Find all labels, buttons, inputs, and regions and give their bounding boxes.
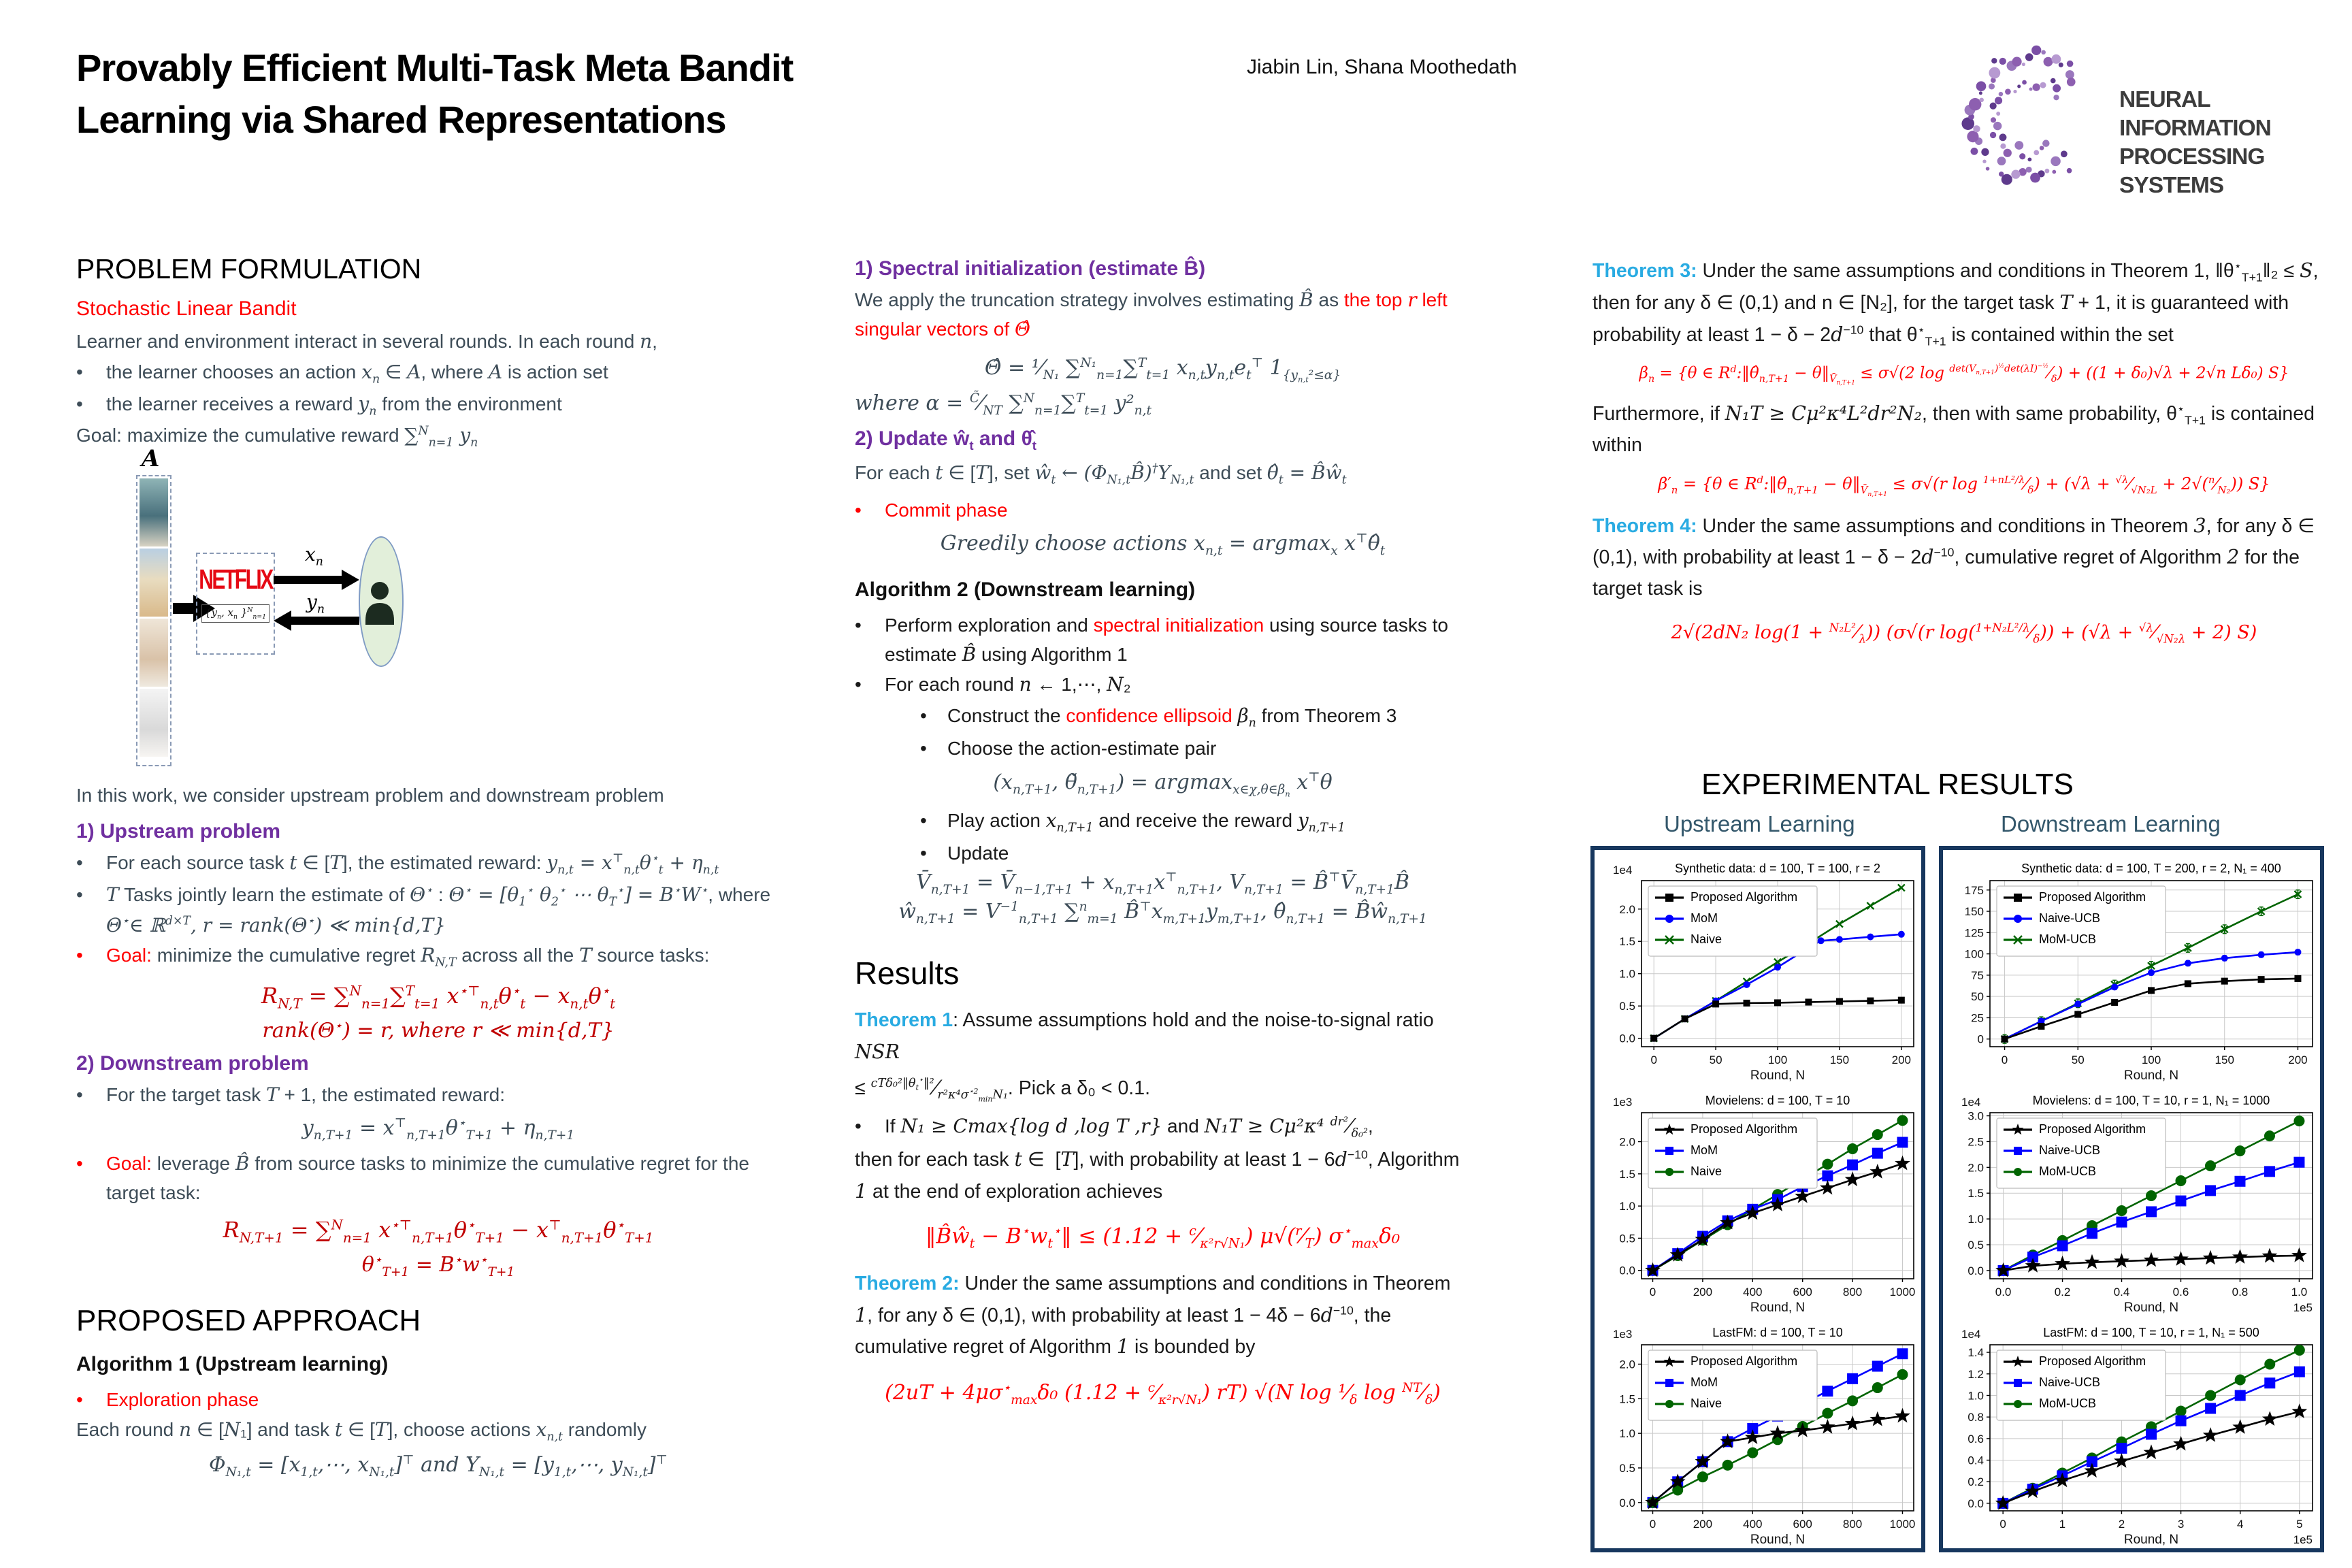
upstream-charts-panel xyxy=(1590,846,1925,1552)
svg-text:Proposed Algorithm: Proposed Algorithm xyxy=(2039,1354,2146,1368)
svg-text:200: 200 xyxy=(1693,1518,1713,1531)
svg-text:0.0: 0.0 xyxy=(1967,1497,1984,1510)
svg-text:2.0: 2.0 xyxy=(1619,1135,1635,1149)
chart-downstream-lastfm xyxy=(1946,1318,2320,1550)
svg-text:0.8: 0.8 xyxy=(1967,1411,1984,1424)
svg-text:0.0: 0.0 xyxy=(1619,1264,1635,1277)
theorem1-label: Theorem 1 xyxy=(855,1009,953,1032)
svg-text:1.0: 1.0 xyxy=(1619,1427,1635,1441)
svg-text:2.0: 2.0 xyxy=(1619,1358,1635,1371)
svg-text:1.0: 1.0 xyxy=(1967,1389,1984,1403)
list-item: • Choose the action-estimate pair xyxy=(920,738,1217,760)
svg-text:Naive: Naive xyxy=(1690,1164,1722,1178)
left-column xyxy=(76,253,800,1486)
regret-formula: $R_{N,T} = \sum^N_{n=1}\sum^T_{t=1}$ $x^{⋆⊤}_{n,t}\theta^⋆_t - x_{n,t}\theta^⋆_t$ xyxy=(261,983,616,1012)
section-experimental-results: EXPERIMENTAL RESULTS xyxy=(1701,768,2074,801)
svg-text:1.5: 1.5 xyxy=(1967,1187,1984,1200)
svg-text:1000: 1000 xyxy=(1889,1518,1916,1531)
list-item: • the learner chooses an action $x_n$ ∈ A, where A is action set xyxy=(76,360,608,387)
svg-text:Synthetic data: d = 100, T = 1: Synthetic data: d = 100, T = 100, r = 2 xyxy=(1674,862,1881,875)
list-item: • T Tasks jointly learn the estimate of Θ⋆ : $\Theta^⋆ = [\theta_1^⋆$ $\theta_2^⋆$ ⋯ $\theta_T^⋆] = B^⋆W^⋆$, where Θ⋆∈ ℝ$^{d\times T}$, r = rank(Θ⋆) ≪ min{d,T} xyxy=(76,883,776,936)
svg-text:100: 100 xyxy=(2141,1054,2161,1066)
theta-target-formula: $\theta^⋆_{T+1} = B^⋆w^⋆_{T+1}$ xyxy=(361,1252,515,1279)
chart-upstream-lastfm xyxy=(1598,1318,1921,1550)
svg-text:Proposed Algorithm: Proposed Algorithm xyxy=(2039,1122,2146,1136)
svg-text:100: 100 xyxy=(1964,947,1984,961)
movie-poster xyxy=(140,689,168,757)
svg-text:1e4: 1e4 xyxy=(1961,1328,1981,1341)
beta-n-formula: $\beta_n = \{\theta$ ∈ $R^d:‖\thetâ_{n,T+1}$ − $\theta‖_{V̄_{n,T+1}} \le \sigma√(2$ $\log ^{det(V_{n,T+1})^{\frac{1}{2}}det(\lambda I)^{-\frac{1}{2}}}⁄_\delta) + ((1 + \delta_0)√\lambda + 2√n$ Lδ₀) S} xyxy=(1639,363,2289,387)
svg-text:Naive: Naive xyxy=(1690,1396,1722,1410)
netflix-logo: NETFLIX xyxy=(199,565,272,596)
list-item: • For the target task T + 1, the estimated reward: xyxy=(76,1083,505,1106)
svg-text:150: 150 xyxy=(2215,1054,2234,1066)
svg-text:Movielens: d = 100, T = 10: Movielens: d = 100, T = 10 xyxy=(1705,1094,1850,1107)
svg-text:600: 600 xyxy=(1793,1286,1812,1298)
svg-text:0: 0 xyxy=(1999,1518,2006,1531)
list-item: • Exploration phase xyxy=(76,1388,259,1410)
right-column xyxy=(1592,255,2336,662)
theorem2: Theorem 2: Under the same assumptions and conditions in Theorem 1, for any δ ∈ (0,1), with probability at least $1 - 4\delta - 6d^{-10}$, the cumulative regret of Algorithm 1 is bounded by xyxy=(855,1273,1451,1358)
svg-text:800: 800 xyxy=(1842,1286,1863,1298)
svg-text:0.5: 0.5 xyxy=(1967,1238,1984,1252)
svg-text:0.5: 0.5 xyxy=(1619,1232,1635,1245)
svg-text:0.4: 0.4 xyxy=(1967,1454,1984,1467)
svg-text:MoM: MoM xyxy=(1690,1375,1718,1389)
svg-text:400: 400 xyxy=(1743,1518,1763,1531)
svg-text:MoM-UCB: MoM-UCB xyxy=(2039,1164,2096,1178)
user-ellipse xyxy=(359,536,404,667)
svg-text:50: 50 xyxy=(1709,1054,1722,1066)
svg-text:0.5: 0.5 xyxy=(1619,1461,1635,1475)
rank-formula: rank(Θ⋆) = r, where r ≪ min{d,T} xyxy=(262,1018,615,1043)
algorithm1-heading: Algorithm 1 (Upstream learning) xyxy=(76,1352,389,1375)
svg-text:100: 100 xyxy=(1767,1054,1788,1066)
downstream-learning-label: Downstream Learning xyxy=(2001,811,2221,836)
svg-text:125: 125 xyxy=(1964,926,1984,940)
theorem1-bound-formula: $‖B̂ŵ_t$ − $B^⋆w_t^⋆‖ \le (1.12$ + $^c⁄_{\kappa^2r√N_1}$) $\mu√(^r⁄_T)$ $\sigma^⋆_{max}\delta_0$ xyxy=(925,1222,1401,1252)
section-proposed-approach: PROPOSED APPROACH xyxy=(76,1303,421,1337)
history-label: {$y_n$, $x_n$ }$^N_{n=1}$ xyxy=(201,604,270,623)
theorem4: Theorem 4: Under the same assumptions and conditions in Theorem 3, for any δ ∈ (0,1), with probability at least $1 - \delta - 2d^{-10}$, cumulative regret of Algorithm 2 for the target task is xyxy=(1592,514,2315,600)
svg-text:0.2: 0.2 xyxy=(2054,1286,2071,1298)
svg-text:0.0: 0.0 xyxy=(1995,1286,2012,1298)
downstream-regret-formula: $R_{N,T+1} = \sum^N_{n=1}$ $x^{⋆⊤}_{n,T+1}\theta^⋆_{T+1} - x^⊤_{n,T+1}\theta^⋆_{T+1}$ xyxy=(223,1217,654,1246)
svg-text:4: 4 xyxy=(2236,1518,2244,1531)
chart-downstream-movielens xyxy=(1946,1085,2320,1318)
title-line1: Provably Efficient Multi-Task Meta Bandit xyxy=(76,46,794,89)
svg-text:0.5: 0.5 xyxy=(1619,1000,1635,1013)
svg-text:400: 400 xyxy=(1743,1286,1763,1298)
user-icon xyxy=(360,538,399,663)
action-estimate-formula: ($x_{n,T+1}$, $\thetã_{n,T+1}) = argmax_{x\in\chi,\theta\in\beta_n}$ x⊤θ xyxy=(993,770,1333,799)
title-line2: Learning via Shared Representations xyxy=(76,97,726,141)
svg-text:5: 5 xyxy=(2296,1518,2303,1531)
downstream-charts-panel xyxy=(1939,846,2324,1552)
svg-text:0: 0 xyxy=(1977,1032,1984,1046)
update-heading: 2) Update $ŵ_t$ and $\thetâ_t$ xyxy=(855,427,1036,453)
update-text: For each t ∈ [T], set $ŵ_t$ ← $(\Phi_{N_1,t}B̂)^\dagger Y_{N_1,t}$ and set $\thetâ_t$ = $B̂ŵ_t$ xyxy=(855,461,1347,487)
svg-text:1.0: 1.0 xyxy=(2291,1286,2308,1298)
svg-text:Proposed Algorithm: Proposed Algorithm xyxy=(1690,1354,1798,1368)
svg-text:1000: 1000 xyxy=(1889,1286,1916,1298)
svg-text:200: 200 xyxy=(1891,1054,1912,1066)
svg-text:75: 75 xyxy=(1971,968,1984,982)
svg-text:Naive: Naive xyxy=(1690,932,1722,946)
svg-text:0.4: 0.4 xyxy=(2113,1286,2130,1298)
svg-text:0.8: 0.8 xyxy=(2232,1286,2249,1298)
svg-text:0.6: 0.6 xyxy=(2172,1286,2189,1298)
exploration-text: Each round n ∈ [N₁] and task t ∈ [T], choose actions $x_{n,t}$ randomly xyxy=(76,1418,647,1445)
svg-text:1: 1 xyxy=(2059,1518,2066,1531)
upstream-learning-label: Upstream Learning xyxy=(1664,811,1855,836)
svg-text:Synthetic data: d = 100, T = 2: Synthetic data: d = 100, T = 200, r = 2, N₁ = 400 xyxy=(2021,862,2281,875)
svg-text:Proposed Algorithm: Proposed Algorithm xyxy=(1690,1122,1798,1136)
svg-text:175: 175 xyxy=(1964,883,1984,897)
list-item: • Goal: minimize the cumulative regret $R_{N,T}$ across all the T source tasks: xyxy=(76,944,710,970)
theorem4-bound-formula: 2√(2dN₂ $\log(1 + ^{N_2L^2}⁄_\lambda)$) (σ√(r $\log(^{1+N_2L^2/\lambda}⁄_\delta)) + (√\lambda$ + $^{√\lambda}⁄_{√N_2\lambda} + 2$) S) xyxy=(1671,621,2257,646)
theorem2-label: Theorem 2: xyxy=(855,1273,960,1295)
phi-formula: $\Phi_{N_1,t}$ = [$x_{1,t},\cdots$, $x_{N_1,t}]^⊤$ and $Y_{N_1,t}$ = [$y_{1,t},\cdots$, $y_{N_1,t}]^⊤$ xyxy=(208,1453,668,1480)
svg-text:1.5: 1.5 xyxy=(1619,935,1635,949)
svg-text:1e4: 1e4 xyxy=(1613,864,1633,877)
svg-text:MoM: MoM xyxy=(1690,1143,1718,1157)
movie-poster-strip xyxy=(136,475,172,766)
svg-text:3.0: 3.0 xyxy=(1967,1109,1984,1123)
spectral-init-heading: 1) Spectral initialization (estimate B̂) xyxy=(855,257,1206,280)
svg-text:Proposed Algorithm: Proposed Algorithm xyxy=(1690,890,1798,904)
svg-text:Round, N: Round, N xyxy=(2123,1301,2179,1315)
theorem3: Theorem 3: Under the same assumptions and conditions in Theorem 1, $‖\theta^⋆_{T+1}‖_2 \le S$, then for any δ ∈ (0,1) and n ∈ [N₂], for the target task T + 1, it is guaranteed with probability at least $1 - \delta - 2d^{-10}$ that $\theta^⋆_{T+1}$ is contained within the set xyxy=(1592,259,2319,348)
yn-label: $y_n$ xyxy=(306,591,325,617)
svg-text:600: 600 xyxy=(1793,1518,1812,1531)
svg-text:0.6: 0.6 xyxy=(1967,1432,1984,1446)
movie-poster xyxy=(140,549,168,617)
svg-text:1e4: 1e4 xyxy=(1961,1096,1981,1109)
svg-text:50: 50 xyxy=(1971,990,1984,1004)
neurips-swirl-icon xyxy=(1955,30,2125,200)
svg-text:MoM-UCB: MoM-UCB xyxy=(2039,932,2096,946)
svg-text:MoM: MoM xyxy=(1690,911,1718,925)
svg-text:0.0: 0.0 xyxy=(1967,1264,1984,1277)
svg-text:0: 0 xyxy=(1649,1518,1656,1531)
beta-prime-formula: $\beta'_n = \{\theta$ ∈ $R^d:‖\thetâ_{n,T+1}$ − $\theta‖_{V̄_{n,T+1}} \le \sigma√(r$ $\log ^{1+nL^2/\lambda}⁄_\delta) + (√\lambda$ + $^{√\lambda}⁄_{√N_2L}$ + $2√(^n⁄_{N_2})$) S} xyxy=(1658,473,2270,498)
v-update-formula: $V̄_{n,T+1}$ = $V̄_{n-1,T+1} + x_{n,T+1}x^⊤_{n,T+1}$, $V_{n,T+1}$ = $B̂^⊤V̄_{n,T+1}B̂$ xyxy=(916,870,1409,898)
svg-text:Proposed Algorithm: Proposed Algorithm xyxy=(2039,890,2146,904)
svg-text:Naive-UCB: Naive-UCB xyxy=(2039,1143,2101,1157)
list-item: • For each source task t ∈ [T], the estimated reward: $y_{n,t} = x^⊤_{n,t}\theta^⋆_t + \eta_{n,t}$ xyxy=(76,851,719,877)
svg-text:1.2: 1.2 xyxy=(1967,1367,1984,1381)
list-item: • Construct the confidence ellipsoid $\beta_n$ from Theorem 3 xyxy=(920,704,1397,730)
bandit-interaction-diagram xyxy=(76,445,800,776)
svg-text:1.5: 1.5 xyxy=(1619,1167,1635,1181)
svg-text:1e5: 1e5 xyxy=(2293,1301,2313,1314)
svg-text:LastFM: d = 100, T = 10: LastFM: d = 100, T = 10 xyxy=(1712,1326,1843,1339)
alpha-formula: where $\alpha = ^{C̃}⁄_{NT}$ ∑$^N_{n=1}$∑$^T_{t=1}$ $y^2_{n,t}$ xyxy=(855,391,1152,418)
svg-text:0.0: 0.0 xyxy=(1619,1496,1635,1509)
list-item: • If N₁ ≥ Cmax{log d ,log T ,r} and N₁T ≥ Cμ²κ⁴ $^{dr^2}⁄_{\delta_0^2}$, xyxy=(855,1115,1373,1141)
chart-upstream-synthetic xyxy=(1598,853,1921,1085)
upstream-problem-heading: 1) Upstream problem xyxy=(76,820,281,843)
list-item: • For each round n ← 1,⋯, N₂ xyxy=(855,673,1131,696)
xn-label: $x_n$ xyxy=(305,543,323,570)
reward-formula: $y_{n,T+1} = x^⊤_{n,T+1}\theta^⋆_{T+1} + \eta_{n,T+1}$ xyxy=(301,1116,575,1143)
svg-text:Naive-UCB: Naive-UCB xyxy=(2039,1375,2101,1389)
svg-text:MoM-UCB: MoM-UCB xyxy=(2039,1396,2096,1410)
goal-text: Goal: maximize the cumulative reward ∑$^N_{n=1}$ $y_n$ xyxy=(76,424,478,451)
logo-text-line2: PROCESSING SYSTEMS xyxy=(2119,144,2265,198)
theorem4-label: Theorem 4: xyxy=(1592,514,1697,537)
logo-text-line1: NEURAL INFORMATION xyxy=(2119,87,2271,141)
algorithm2-heading: Algorithm 2 (Downstream learning) xyxy=(855,578,1196,602)
section-results: Results xyxy=(855,956,960,992)
theorem1-fraction: ≤ $^{cT\delta_0^2‖\theta_t^⋆‖^2}⁄_{r^2\kappa^4\sigma^{⋆2}_{min}N_1}$. Pick a δ₀ < 0.1. xyxy=(855,1075,1150,1104)
svg-text:LastFM: d = 100, T = 10, r = 1: LastFM: d = 100, T = 10, r = 1, N₁ = 500 xyxy=(2043,1326,2259,1339)
svg-text:Round, N: Round, N xyxy=(1750,1301,1806,1315)
section-problem-formulation: PROBLEM FORMULATION xyxy=(76,253,422,284)
svg-text:1.5: 1.5 xyxy=(1619,1392,1635,1406)
downstream-problem-heading: 2) Downstream problem xyxy=(76,1051,309,1075)
svg-text:1e5: 1e5 xyxy=(2293,1533,2313,1546)
in-this-work-text: In this work, we consider upstream problem and downstream problem xyxy=(76,785,664,806)
svg-text:200: 200 xyxy=(1693,1286,1713,1298)
chart-downstream-synthetic xyxy=(1946,853,2320,1085)
svg-text:0.0: 0.0 xyxy=(1619,1032,1635,1045)
svg-text:Round, N: Round, N xyxy=(1750,1533,1806,1547)
theorem3-text2: Furthermore, if N₁T ≥ Cμ²κ⁴L²dr²N₂, then with same probability, $\theta^⋆_{T+1}$ is contained within xyxy=(1592,402,2315,457)
poster-title xyxy=(76,42,1097,145)
svg-text:1e3: 1e3 xyxy=(1613,1096,1633,1109)
netflix-box xyxy=(196,553,275,655)
svg-text:1.0: 1.0 xyxy=(1619,1200,1635,1213)
list-item: • Commit phase xyxy=(855,499,1008,521)
list-item: • Play action $x_{n,T+1}$ and receive the reward $y_{n,T+1}$ xyxy=(920,808,1345,835)
movie-poster xyxy=(140,619,168,687)
svg-text:150: 150 xyxy=(1829,1054,1850,1066)
svg-text:Naive-UCB: Naive-UCB xyxy=(2039,911,2101,925)
svg-text:Movielens: d = 100, T = 10, r: Movielens: d = 100, T = 10, r = 1, N₁ = 1000 xyxy=(2032,1094,2270,1107)
svg-text:Round, N: Round, N xyxy=(2123,1068,2179,1083)
svg-text:Round, N: Round, N xyxy=(2123,1533,2179,1547)
svg-text:25: 25 xyxy=(1971,1011,1984,1025)
svg-text:1.4: 1.4 xyxy=(1967,1346,1984,1360)
svg-text:Round, N: Round, N xyxy=(1750,1068,1806,1083)
svg-text:0: 0 xyxy=(2001,1054,2008,1066)
svg-text:2.5: 2.5 xyxy=(1967,1135,1984,1149)
chart-upstream-movielens xyxy=(1598,1085,1921,1318)
greedy-formula: Greedily choose actions $x_{n,t} = argmax_x$ $x^⊤\thetâ_t$ xyxy=(940,532,1386,559)
svg-text:150: 150 xyxy=(1964,905,1984,919)
svg-text:1e3: 1e3 xyxy=(1613,1328,1633,1341)
svg-text:50: 50 xyxy=(2071,1054,2085,1066)
list-item: • Goal: leverage B̂ from source tasks to minimize the cumulative regret for the target task: xyxy=(76,1152,749,1203)
theta-hat-formula: Θ̂ = $^1⁄_{N_1}$ ∑$^{N_1}_{n=1}$∑$^T_{t=1}$ $x_{n,t}y_{n,t}e_t^⊤$ $1_{\{y_{n,t}^2\le\alpha\}}$ xyxy=(984,356,1341,385)
list-item: • Update xyxy=(920,843,1009,864)
stochastic-linear-bandit-label: Stochastic Linear Bandit xyxy=(76,297,297,320)
action-set-label: A xyxy=(142,445,160,473)
svg-text:2.0: 2.0 xyxy=(1619,902,1635,916)
authors: Jiabin Lin, Shana Moothedath xyxy=(1247,56,1517,78)
theorem3-label: Theorem 3: xyxy=(1592,260,1697,282)
svg-text:0.2: 0.2 xyxy=(1967,1475,1984,1489)
svg-text:2.0: 2.0 xyxy=(1967,1161,1984,1175)
svg-text:0: 0 xyxy=(1649,1286,1656,1298)
theorem1-text2: then for each task t ∈ [T], with probability at least $1 - 6d^{-10}$, Algorithm 1 at the end of exploration achieves xyxy=(855,1147,1460,1203)
svg-text:2: 2 xyxy=(2118,1518,2125,1531)
middle-column xyxy=(855,257,1471,1425)
truncation-text: We apply the truncation strategy involves estimating B̂ as the top r left singular vectors of Θ̂ xyxy=(855,289,1448,340)
movie-poster xyxy=(140,478,168,546)
theorem2-bound-formula: ($2uT + 4\mu\sigma^⋆_{max}\delta_0$ $(1.12 + ^c⁄_{\kappa^2r√N_1})$ rT) √(N $\log ^1⁄_\delta$ $\log ^{NT}⁄_\delta$) xyxy=(885,1380,1441,1407)
w-update-formula: $ŵ_{n,T+1} = V^{-1}_{n,T+1}$ ∑$^n_{m=1}$ $B̂^⊤x_{m,T+1}y_{m,T+1}$, $\thetâ_{n,T+1}$ = $B̂ŵ_{n,T+1}$ xyxy=(898,900,1427,927)
svg-text:3: 3 xyxy=(2177,1518,2185,1531)
svg-text:800: 800 xyxy=(1842,1518,1863,1531)
intro-text: Learner and environment interact in several rounds. In each round n, xyxy=(76,330,657,353)
svg-text:0: 0 xyxy=(1650,1054,1657,1066)
list-item: • the learner receives a reward $y_n$ from the environment xyxy=(76,392,562,419)
list-item: • Perform exploration and spectral initialization using source tasks to estimate B̂ using Algorithm 1 xyxy=(855,615,1448,666)
svg-text:1.0: 1.0 xyxy=(1619,967,1635,981)
svg-text:1.0: 1.0 xyxy=(1967,1213,1984,1226)
theorem1: Theorem 1: Assume assumptions hold and the noise-to-signal ratio NSR xyxy=(855,1009,1434,1064)
svg-text:200: 200 xyxy=(2288,1054,2308,1066)
